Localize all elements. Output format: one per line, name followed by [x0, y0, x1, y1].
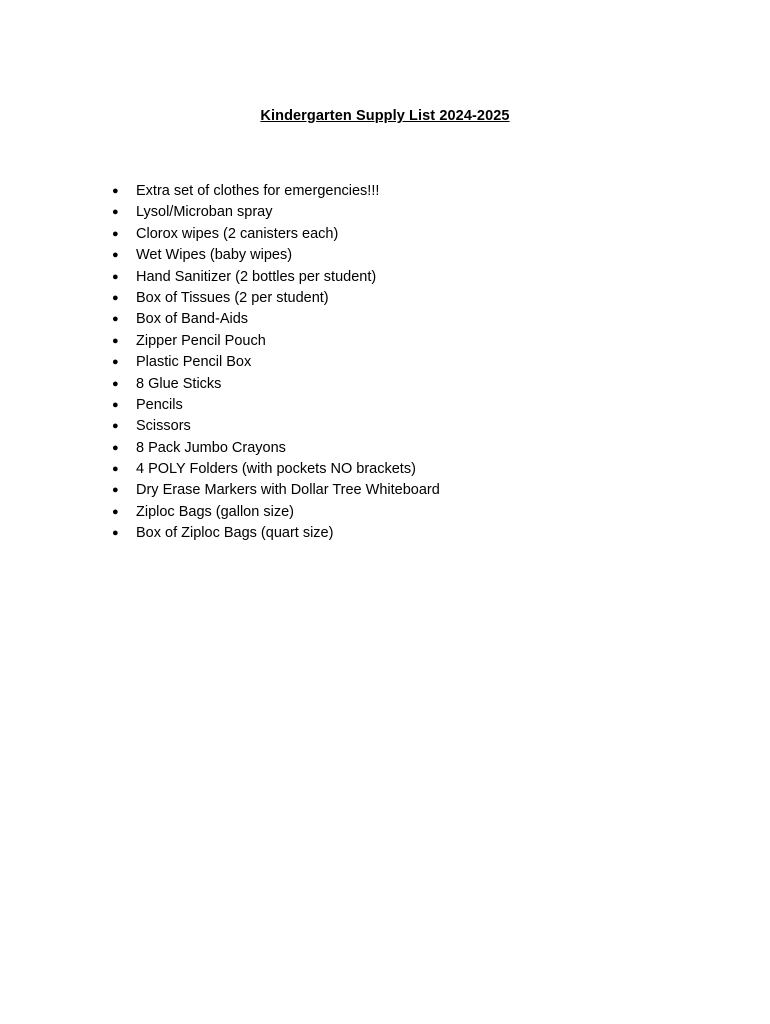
bullet-icon: ●	[112, 270, 119, 283]
list-item-text: 8 Pack Jumbo Crayons	[136, 439, 286, 456]
list-item-text: 8 Glue Sticks	[136, 375, 222, 392]
bullet-icon: ●	[112, 185, 119, 197]
list-item-text: Hand Sanitizer (2 bottles per student)	[136, 268, 377, 285]
bullet-icon: ●	[112, 356, 119, 369]
list-item-text: Clorox wipes (2 canisters each)	[136, 225, 339, 242]
list-item-text: Box of Band-Aids	[136, 311, 249, 328]
list-item-text: Lysol/Microban spray	[136, 204, 273, 221]
bullet-icon: ●	[112, 420, 119, 433]
bullet-icon: ●	[112, 527, 119, 540]
bullet-icon: ●	[112, 291, 119, 304]
list-item-text: Wet Wipes (baby wipes)	[136, 247, 293, 264]
list-item-text: Pencils	[136, 396, 183, 413]
bullet-icon: ●	[112, 398, 119, 411]
list-item-text: 4 POLY Folders (with pockets NO brackets)	[136, 461, 416, 478]
list-item-text: Box of Ziploc Bags (quart size)	[136, 525, 334, 542]
list-item-text: Zipper Pencil Pouch	[136, 332, 266, 349]
bullet-icon: ●	[112, 441, 119, 454]
list-item-text: Ziploc Bags (gallon size)	[136, 503, 294, 520]
bullet-icon: ●	[112, 249, 119, 262]
bullet-icon: ●	[112, 313, 119, 326]
bullet-icon: ●	[112, 463, 119, 476]
list-item-text: Dry Erase Markers with Dollar Tree Whiteboard	[136, 482, 440, 499]
list-item-text: Scissors	[136, 418, 191, 435]
list-item-text: Box of Tissues (2 per student)	[136, 289, 329, 306]
document-title: Kindergarten Supply List 2024-2025	[260, 108, 510, 124]
bullet-icon: ●	[112, 377, 119, 390]
bullet-icon: ●	[112, 334, 119, 347]
bullet-icon: ●	[112, 227, 119, 240]
bullet-icon: ●	[112, 505, 119, 518]
bullet-icon: ●	[112, 484, 119, 497]
list-item-text: Extra set of clothes for emergencies!!!	[136, 183, 380, 199]
list-item-text: Plastic Pencil Box	[136, 354, 252, 371]
bullet-icon: ●	[112, 206, 119, 219]
